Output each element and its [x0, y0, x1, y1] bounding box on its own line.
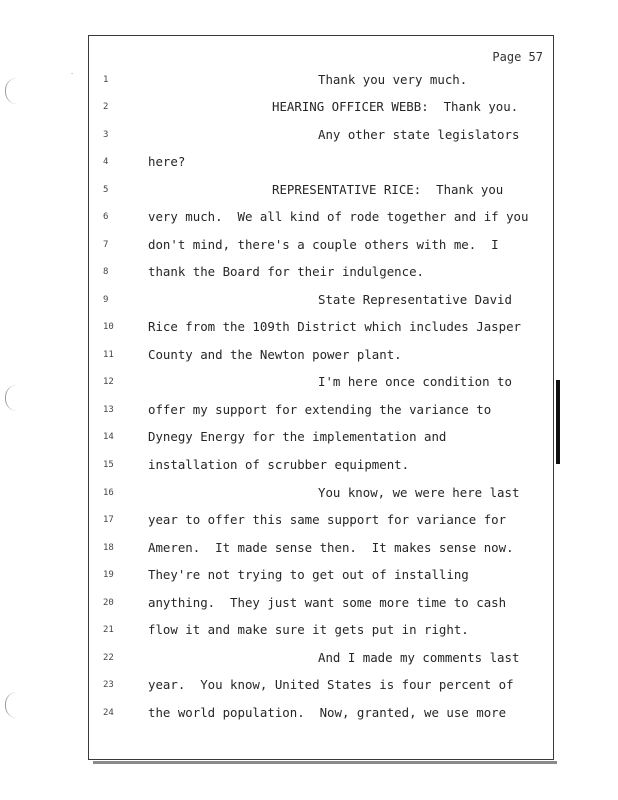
line-number: 24 — [103, 708, 114, 718]
binder-hole-bottom — [5, 692, 18, 718]
transcript-line: You know, we were here last — [318, 485, 520, 500]
line-number: 20 — [103, 598, 114, 608]
transcript-line: HEARING OFFICER WEBB: Thank you. — [272, 99, 519, 114]
line-number: 23 — [103, 680, 114, 690]
line-number: 15 — [103, 460, 114, 470]
line-number: 13 — [103, 405, 114, 415]
line-number: 22 — [103, 653, 114, 663]
line-number: 2 — [103, 102, 109, 112]
transcript-line: offer my support for extending the variance to — [148, 402, 492, 417]
line-number: 7 — [103, 240, 109, 250]
margin-change-bar — [556, 380, 560, 464]
line-number: 6 — [103, 212, 109, 222]
transcript-line: Thank you very much. — [318, 72, 468, 87]
line-number: 18 — [103, 543, 114, 553]
binder-hole-top — [5, 78, 18, 104]
transcript-line: REPRESENTATIVE RICE: Thank you — [272, 182, 504, 197]
line-number: 12 — [103, 377, 114, 387]
transcript-line: the world population. Now, granted, we use more — [148, 705, 507, 720]
line-number: 19 — [103, 570, 114, 580]
transcript-line: State Representative David — [318, 292, 512, 307]
transcript-line: installation of scrubber equipment. — [148, 457, 410, 472]
transcript-line: Dynegy Energy for the implementation and — [148, 429, 447, 444]
transcript-line: don't mind, there's a couple others with me. I — [148, 237, 499, 252]
line-number: 5 — [103, 185, 109, 195]
page-number: Page 57 — [492, 50, 543, 64]
transcript-line: year. You know, United States is four percent of — [148, 677, 514, 692]
transcript-line: here? — [148, 154, 186, 169]
line-number: 3 — [103, 130, 109, 140]
line-number: 17 — [103, 515, 114, 525]
transcript-line: anything. They just want some more time to cash — [148, 595, 507, 610]
transcript-line: thank the Board for their indulgence. — [148, 264, 425, 279]
line-number: 8 — [103, 267, 109, 277]
line-number: 4 — [103, 157, 109, 167]
line-number: 21 — [103, 625, 114, 635]
line-number: 14 — [103, 432, 114, 442]
transcript-line: flow it and make sure it gets put in right. — [148, 622, 469, 637]
line-number: 1 — [103, 75, 109, 85]
line-number: 11 — [103, 350, 114, 360]
transcript-line: very much. We all kind of rode together and if you — [148, 209, 529, 224]
line-number: 9 — [103, 295, 109, 305]
transcript-line: Ameren. It made sense then. It makes sense now. — [148, 540, 514, 555]
transcript-line: They're not trying to get out of installing — [148, 567, 469, 582]
line-number: 16 — [103, 488, 114, 498]
binder-hole-middle — [5, 385, 18, 411]
transcript-line: year to offer this same support for variance for — [148, 512, 507, 527]
transcript-line: County and the Newton power plant. — [148, 347, 402, 362]
line-number: 10 — [103, 322, 114, 332]
transcript-line: I'm here once condition to — [318, 374, 512, 389]
transcript-line: Any other state legislators — [318, 127, 520, 142]
transcript-line: And I made my comments last — [318, 650, 520, 665]
scan-mark: · — [70, 70, 75, 78]
transcript-line: Rice from the 109th District which includes Jasper — [148, 319, 521, 334]
